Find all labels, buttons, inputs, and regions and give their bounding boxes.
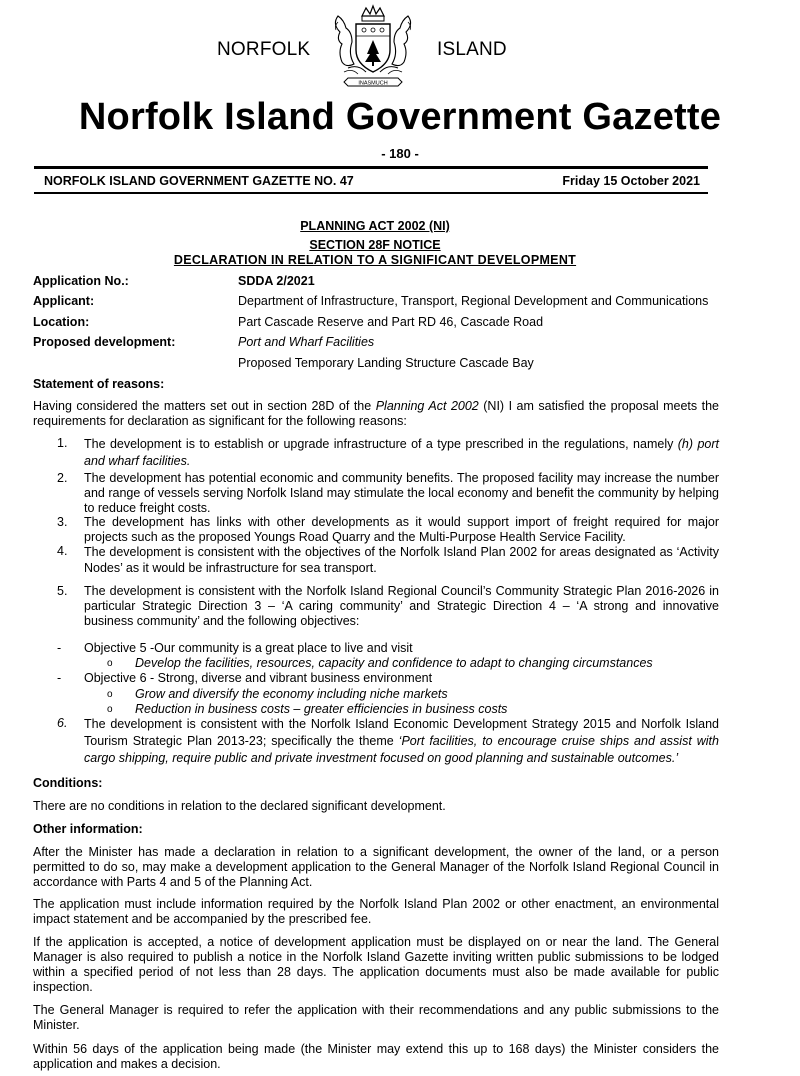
other-information-paragraph: After the Minister has made a declaration in relation to a significant development, the owner of the land, or a person permitted to do so, may make a development application to the General Manager of the Norfolk Island Regional Council in accordance with Parts 4 and 5 of the Planning Act. [33, 845, 719, 889]
issue-date: Friday 15 October 2021 [562, 174, 700, 188]
header-rule-top [34, 166, 708, 169]
application-no-value: SDDA 2/2021 [238, 274, 315, 288]
issue-number: NORFOLK ISLAND GOVERNMENT GAZETTE NO. 47 [44, 174, 354, 188]
other-information-paragraph: The application must include information required by the Norfolk Island Plan 2002 or other enactment, an environmental impact statement and be accompanied by the prescribed fee. [33, 897, 719, 926]
other-information-heading: Other information: [33, 822, 143, 836]
location-label: Location: [33, 315, 90, 329]
reasons-intro: Having considered the matters set out in section 28D of the Planning Act 2002 (NI) I am satisfied the proposal meets the requirements for declaration as significant for the following reasons: [33, 399, 719, 428]
applicant-value: Department of Infrastructure, Transport, Regional Development and Communications [238, 294, 709, 308]
proposed-development-label: Proposed development: [33, 335, 176, 349]
masthead-norfolk-word: NORFOLK [217, 39, 311, 60]
notice-declaration-heading: DECLARATION IN RELATION TO A SIGNIFICANT DEVELOPMENT [173, 253, 577, 267]
conditions-text: There are no conditions in relation to the declared significant development. [33, 799, 446, 813]
proposed-development-detail: Proposed Temporary Landing Structure Cascade Bay [238, 356, 534, 370]
header-rule-bottom [34, 192, 708, 194]
applicant-label: Applicant: [33, 294, 95, 308]
masthead-island-word: ISLAND [437, 39, 507, 60]
notice-section-heading: SECTION 28F NOTICE [309, 238, 441, 252]
application-no-label: Application No.: [33, 274, 129, 288]
gazette-title: Norfolk Island Government Gazette [78, 96, 722, 138]
location-value: Part Cascade Reserve and Part RD 46, Cascade Road [238, 315, 544, 329]
crest-motto: INASMUCH [358, 80, 388, 87]
coat-of-arms-icon [318, 2, 428, 92]
page-number: - 180 - [381, 146, 419, 161]
conditions-heading: Conditions: [33, 776, 103, 790]
issue-line [44, 174, 700, 188]
notice-act-heading: PLANNING ACT 2002 (NI) [300, 219, 450, 233]
other-information-paragraph: Within 56 days of the application being made (the Minister may extend this up to 168 days) the Minister considers the application and makes a decision. [33, 1042, 719, 1071]
reasons-heading: Statement of reasons: [33, 377, 165, 391]
proposed-development-value: Port and Wharf Facilities [238, 335, 375, 349]
other-information-paragraph: If the application is accepted, a notice of development application must be displayed on or near the land. The General Manager is also required to publish a notice in the Norfolk Island Gazette inviting written public submissions to be lodged within a specified period of not less than 28 days. The application documents must also be made available for public inspection. [33, 935, 719, 994]
other-information-paragraph: The General Manager is required to refer the application with their recommendations and any public submissions to the Minister. [33, 1003, 719, 1032]
